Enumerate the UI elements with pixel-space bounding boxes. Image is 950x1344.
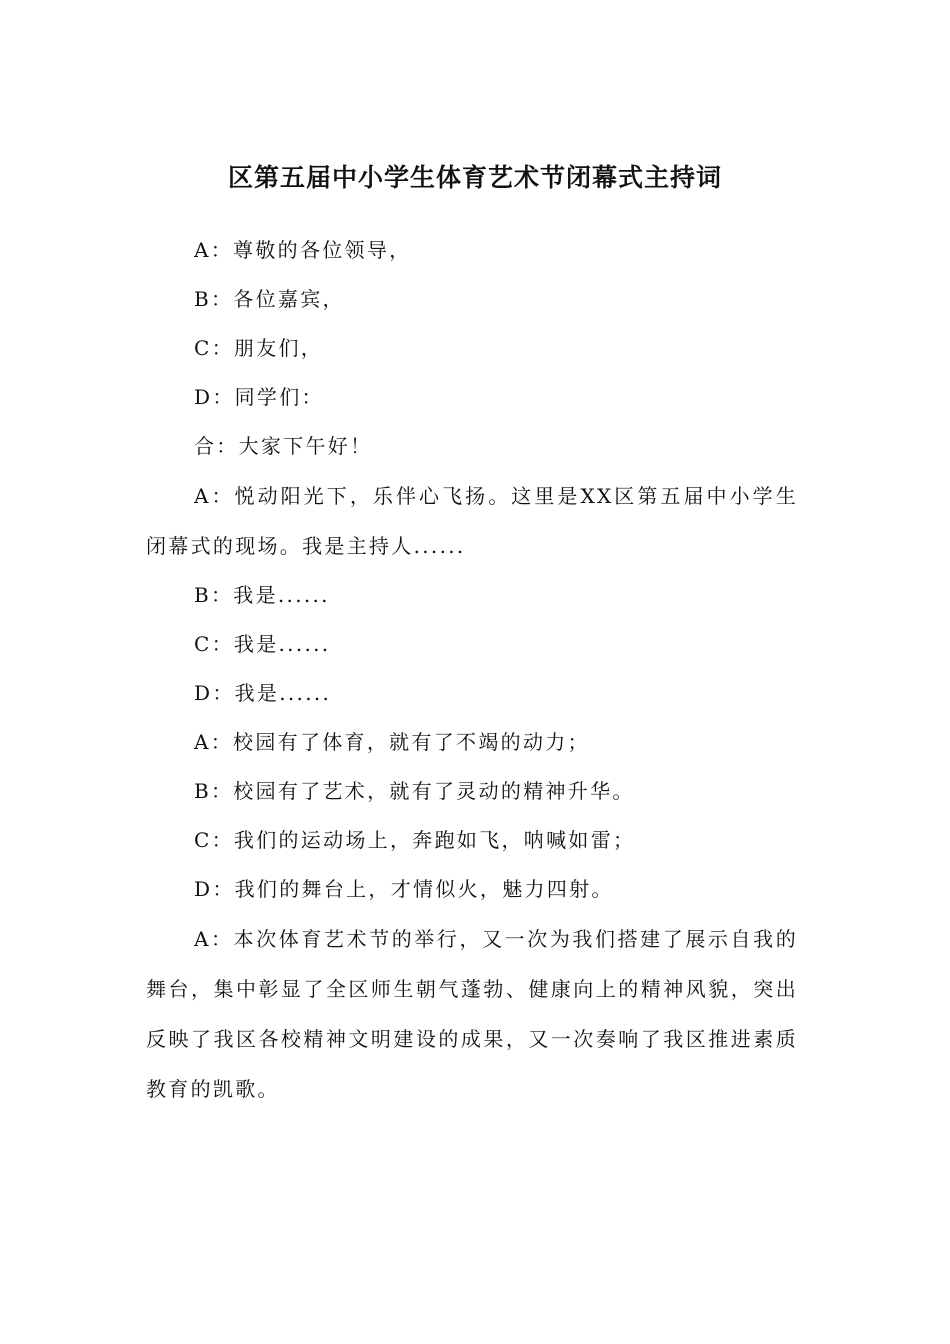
paragraph: A：尊敬的各位领导， [194,238,412,262]
document-body [146,234,798,1122]
paragraph: D：同学们： [194,385,324,409]
paragraph: A：悦动阳光下，乐伴心飞扬。这里是XX区第五届中小学生闭幕式的现场。我是主持人...... [146,484,798,558]
paragraph: A：本次体育艺术节的举行，又一次为我们搭建了展示自我的舞台，集中彰显了全区师生朝气蓬勃、健康向上的精神风貌，突出反映了我区各校精神文明建设的成果，又一次奏响了我区推进素质教育的凯歌。 [146,927,798,1101]
paragraph: C：我们的运动场上，奔跑如飞，呐喊如雷； [194,828,636,852]
paragraph: B：我是...... [194,583,330,607]
paragraph: C：我是...... [194,632,331,656]
paragraph: C：朋友们， [194,336,324,360]
paragraph: 合：大家下午好！ [194,434,373,458]
paragraph: B：校园有了艺术，就有了灵动的精神升华。 [194,779,635,803]
document-title: 区第五届中小学生体育艺术节闭幕式主持词 [227,163,722,192]
paragraph: A：校园有了体育，就有了不竭的动力； [194,730,590,754]
paragraph: D：我们的舞台上，才情似火，魅力四射。 [194,877,614,901]
paragraph: D：我是...... [194,681,332,705]
paragraph: B：各位嘉宾， [194,287,345,311]
